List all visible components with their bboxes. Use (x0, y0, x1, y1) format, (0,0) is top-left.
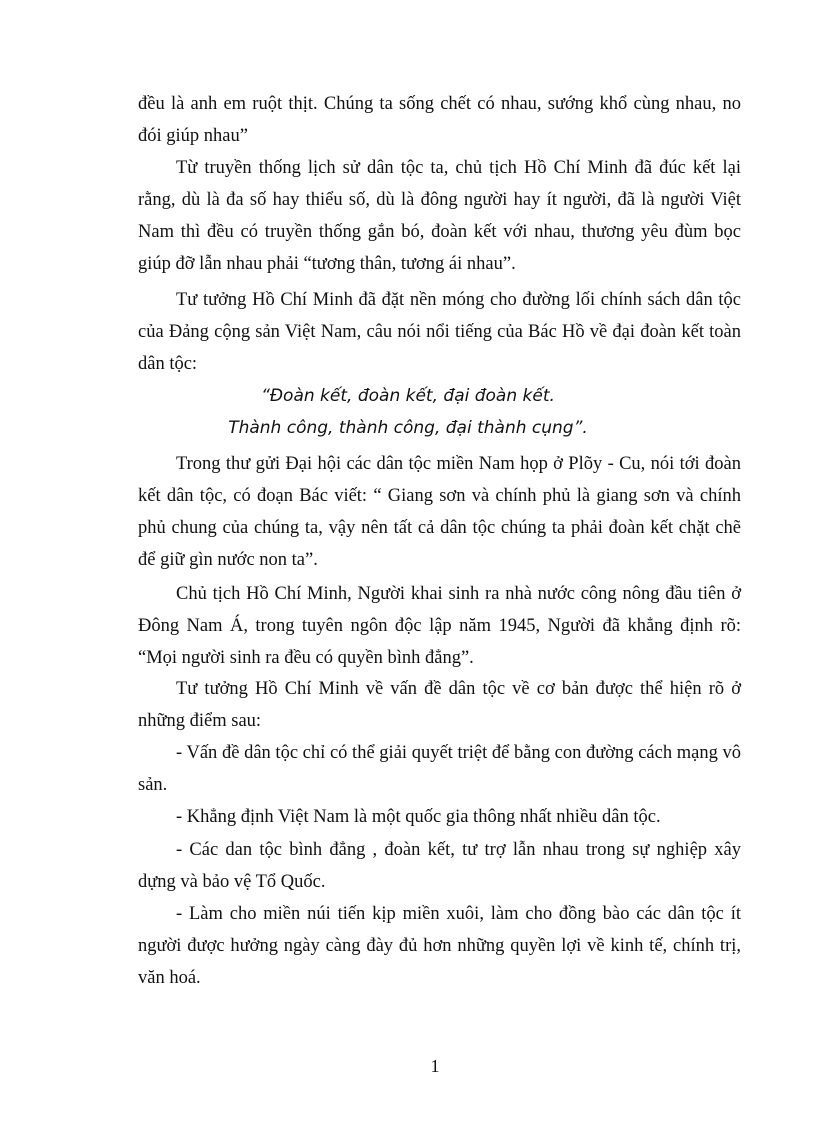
bullet-item-4: - Làm cho miền núi tiến kịp miền xuôi, làm cho đồng bào các dân tộc ít người được hưởng ngày càng đày đủ hơn những quyền lợi về kinh tế, chính trị, văn hoá. (138, 904, 741, 988)
paragraph-declaration: Chủ tịch Hồ Chí Minh, Người khai sinh ra nhà nước công nông đầu tiên ở Đông Nam Á, trong tuyên ngôn độc lập năm 1945, Người đã khẳng định rõ: “Mọi người sinh ra đều có quyền bình đẳng”. (138, 584, 741, 668)
paragraph-points-intro: Tư tưởng Hồ Chí Minh về vấn đề dân tộc về cơ bản được thể hiện rõ ở những điểm sau: (138, 679, 741, 731)
page-number: 1 (430, 1056, 440, 1076)
quote-line-1: “Đoàn kết, đoàn kết, đại đoàn kết. (261, 386, 555, 406)
paragraph-continuation: đều là anh em ruột thịt. Chúng ta sống chết có nhau, sướng khổ cùng nhau, no đói giúp nhau” (138, 94, 741, 146)
quote-line-2: Thành công, thành công, đại thành cụng”. (228, 418, 588, 438)
paragraph-letter: Trong thư gửi Đại hội các dân tộc miền Nam họp ở Plõy - Cu, nói tới đoàn kết dân tộc, có đoạn Bác viết: “ Giang sơn và chính phủ là giang sơn và chính phủ chung của chúng ta, vậy nên tất cả dân tộc chúng ta phải đoàn kết chặt chẽ để giữ gìn nước non ta”. (138, 454, 741, 570)
paragraph-foundation: Tư tưởng Hồ Chí Minh đã đặt nền móng cho đường lối chính sách dân tộc của Đảng cộng sản Việt Nam, câu nói nổi tiếng của Bác Hồ về đại đoàn kết toàn dân tộc: (138, 290, 741, 374)
bullet-item-2: - Khẳng định Việt Nam là một quốc gia thông nhất nhiều dân tộc. (176, 807, 661, 827)
bullet-item-1: - Vấn đề dân tộc chỉ có thể giải quyết triệt để bằng con đường cách mạng vô sản. (138, 743, 741, 795)
bullet-item-3: - Các dan tộc bình đẳng , đoàn kết, tư trợ lẫn nhau trong sự nghiệp xây dựng và bảo vệ Tổ Quốc. (138, 840, 741, 892)
paragraph-tradition: Từ truyền thống lịch sử dân tộc ta, chủ tịch Hồ Chí Minh đã đúc kết lại rằng, dù là đa số hay thiểu số, dù là đông người hay ít người, đã là người Việt Nam thì đều có truyền thống gắn bó, đoàn kết với nhau, thương yêu đùm bọc giúp đỡ lẫn nhau phải “tương thân, tương ái nhau”. (138, 158, 741, 274)
